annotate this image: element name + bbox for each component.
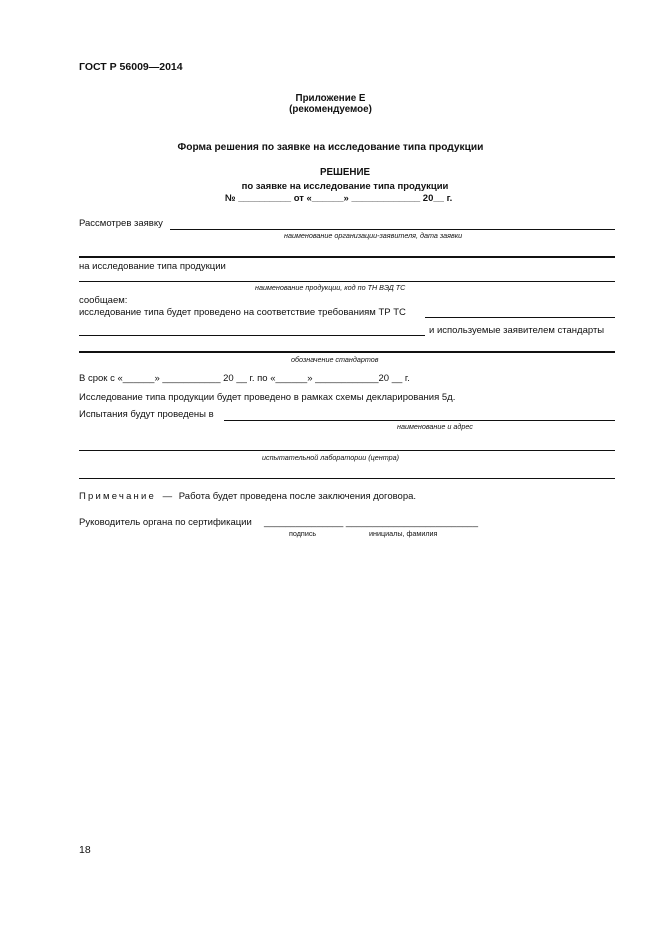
product-type-label: на исследование типа продукции [79,261,226,272]
caption-applicant: наименование организации-заявителя, дата заявки [284,231,463,240]
caption-name-address: наименование и адрес [397,422,473,431]
product-line [79,281,615,282]
research-label: исследование типа будет проведено на соответствие требованиям ТР ТС [79,307,406,318]
scheme-line: Исследование типа продукции будет проведено в рамках схемы декларирования 5д. [79,392,456,403]
lab-line-3 [79,478,615,479]
standards-line-2 [79,351,615,353]
caption-standards: обозначение стандартов [291,355,379,364]
note-dash: — [162,491,173,502]
form-title: Форма решения по заявке на исследование типа продукции [177,142,484,153]
caption-product: наименование продукции, код по ТН ВЭД ТС [255,283,406,292]
appendix-title: Приложение Е [295,93,366,104]
decision-title: РЕШЕНИЕ [319,167,371,178]
considered-label: Рассмотрев заявку [79,218,163,229]
standards-line-1 [79,335,425,336]
standard-header: ГОСТ Р 56009—2014 [79,61,183,73]
signature-blanks: _______________ _________________________ [264,517,478,528]
standards-label: и используемые заявителем стандарты [429,325,605,336]
lab-line-1 [224,420,615,421]
appendix-subtitle: (рекомендуемое) [289,104,372,115]
page-number: 18 [79,844,91,856]
caption-signature: подпись [289,529,317,538]
tr-ts-line [425,317,615,318]
note [79,491,416,502]
note-label: Примечание [79,491,156,502]
applicant-line-2 [79,256,615,258]
caption-name: инициалы, фамилия [369,529,438,538]
decision-subtitle: по заявке на исследование типа продукции [241,181,449,192]
decision-number-line: № __________ от «______» _____________ 20__ г. [225,193,453,204]
tests-label: Испытания будут проведены в [79,409,214,420]
note-text: Работа будет проведена после заключения договора. [178,491,417,502]
lab-line-2 [79,450,615,451]
applicant-line [170,229,615,230]
signature-label: Руководитель органа по сертификации [79,517,252,528]
inform-label: сообщаем: [79,295,128,306]
caption-lab: испытательной лаборатории (центра) [262,453,399,462]
period-line: В срок с «______» ___________ 20 __ г. по «______» ____________20 __ г. [79,373,410,384]
